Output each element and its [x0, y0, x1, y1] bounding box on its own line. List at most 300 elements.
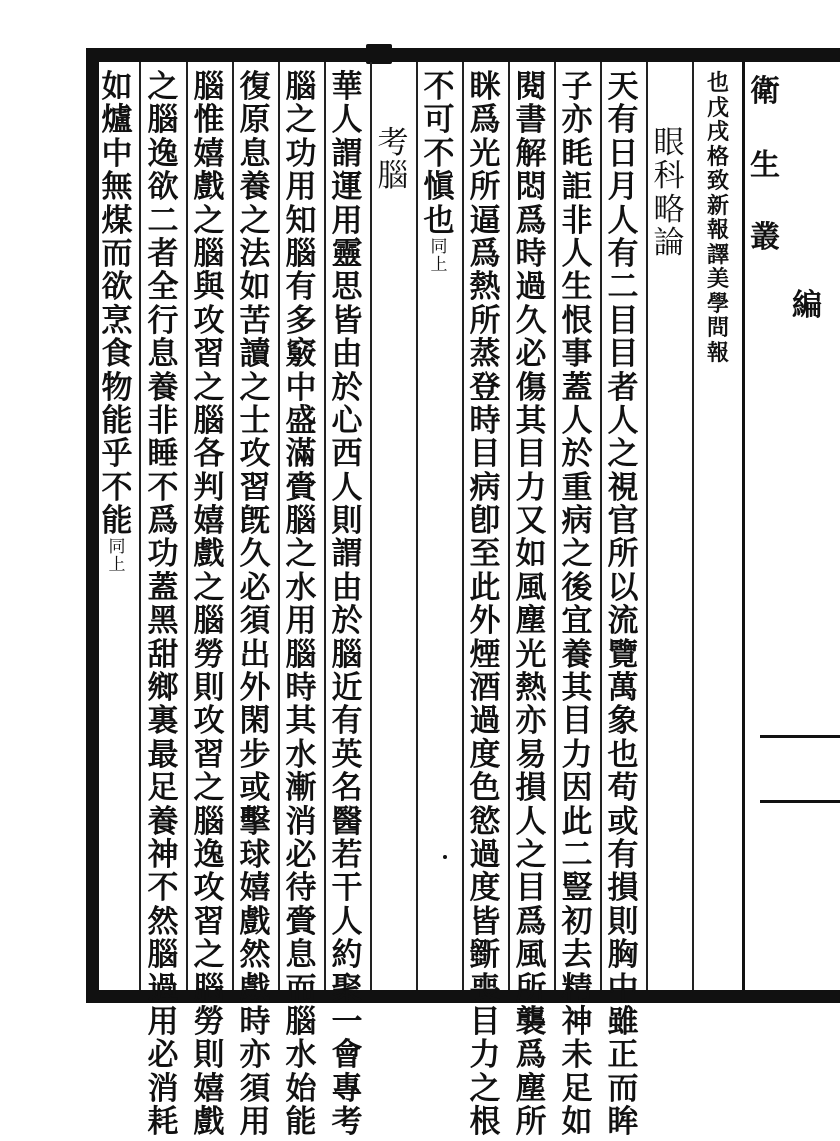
column-char: 目 [469, 436, 501, 473]
column-char: 欲 [147, 169, 179, 206]
column-char: 腦 [331, 636, 363, 673]
column-char: 胸 [607, 937, 639, 974]
column-char: 損 [515, 770, 547, 807]
column-char: 之 [285, 102, 317, 139]
column-char: 人 [561, 402, 593, 439]
column-char: 者 [147, 235, 179, 272]
column-char: 易 [515, 736, 547, 773]
column-char: 必 [147, 1037, 179, 1074]
column-char: 名 [331, 770, 363, 807]
column-char: 逼 [469, 202, 501, 239]
column-char: 必 [285, 836, 317, 873]
column-char: 有 [331, 703, 363, 740]
column-char: 煙 [469, 636, 501, 673]
column-char: 旣 [239, 503, 271, 540]
column-char: 學 [706, 290, 729, 317]
column-char: 報 [706, 217, 729, 243]
column-char: 天 [607, 69, 639, 105]
section-heading [371, 125, 415, 195]
column-char: 滿 [285, 436, 317, 473]
column-char: 之 [285, 536, 317, 573]
column-char: 食 [101, 336, 133, 373]
column-char: 攻 [193, 302, 225, 339]
column-char: 爲 [469, 102, 501, 139]
column-char: 謂 [331, 135, 363, 172]
column-char: 也 [423, 202, 455, 239]
column-char: 目 [607, 336, 639, 373]
column-char: 水 [285, 1037, 317, 1074]
column-char: 用 [285, 169, 317, 206]
column-char: 人 [607, 402, 639, 439]
column-char: 則 [331, 503, 363, 540]
column-char: 逸 [193, 836, 225, 873]
column-char: 盛 [285, 402, 317, 439]
column-char: 未 [561, 1037, 593, 1074]
column-char: 賫 [285, 903, 317, 940]
column-char: 光 [469, 135, 501, 172]
column-char: 之 [561, 536, 593, 573]
column-char: 亦 [561, 102, 593, 139]
column-char: 腦 [285, 235, 317, 272]
column-char: 用 [285, 603, 317, 640]
column-char: 息 [239, 135, 271, 172]
column-char: 戲 [239, 970, 271, 1007]
column-char: 恨 [561, 302, 593, 339]
column-char: 有 [607, 836, 639, 873]
column-char: 嬉 [239, 870, 271, 907]
column-char: 近 [331, 670, 363, 707]
column-char: 如 [515, 536, 547, 573]
column-char: 惟 [193, 102, 225, 139]
column-char: 腦 [193, 970, 225, 1007]
column-char: 也 [607, 736, 639, 773]
column-char: 所 [515, 1104, 547, 1141]
text-column [417, 69, 461, 275]
column-char: 視 [607, 469, 639, 506]
column-char: 烹 [101, 302, 133, 339]
column-char: 知 [285, 202, 317, 239]
text-column [509, 69, 553, 1141]
column-char: 格 [706, 143, 729, 170]
column-char: 目 [515, 436, 547, 473]
text-column [141, 69, 185, 1141]
column-char: 皆 [469, 903, 501, 940]
column-char: 之 [193, 937, 225, 974]
column-char: 腦 [193, 603, 225, 640]
column-char: 過 [469, 836, 501, 873]
column-char: 爐 [101, 102, 133, 139]
column-char: 於 [331, 369, 363, 406]
column-char: 足 [147, 770, 179, 807]
column-char: 光 [515, 636, 547, 673]
column-char: 致 [706, 168, 729, 194]
column-char: 事 [561, 336, 593, 373]
column-char: 襲 [515, 1003, 547, 1040]
column-char: 去 [561, 937, 593, 974]
column-char: 至 [469, 536, 501, 573]
column-char: 亦 [515, 703, 547, 740]
column-char: 又 [515, 503, 547, 540]
column-char: 傷 [515, 369, 547, 406]
column-char: 攻 [193, 703, 225, 740]
column-char: 出 [239, 636, 271, 673]
column-char: 球 [239, 836, 271, 873]
column-char: 斵 [469, 937, 501, 974]
column-char: 之 [193, 202, 225, 239]
column-char: 不 [423, 69, 455, 105]
column-char: 爲 [469, 235, 501, 272]
column-char: 亦 [239, 1037, 271, 1074]
column-char: 養 [147, 369, 179, 406]
column-char: 則 [193, 670, 225, 707]
column-char: 豎 [561, 870, 593, 907]
column-char: 論 [653, 225, 685, 262]
column-char: 二 [561, 836, 593, 873]
column-char: 之 [469, 1070, 501, 1107]
column-char: 勞 [193, 636, 225, 673]
column-char: 腦 [147, 102, 179, 139]
column-char: 欲 [101, 269, 133, 306]
column-char: 專 [331, 1070, 363, 1107]
column-char: 苦 [239, 302, 271, 339]
column-char: 熱 [515, 670, 547, 707]
column-char: 苟 [607, 770, 639, 807]
column-char: 乎 [101, 436, 133, 473]
column-char: 甜 [147, 636, 179, 673]
column-char: 後 [561, 569, 593, 606]
column-char: 爲 [515, 1037, 547, 1074]
column-char: 解 [515, 135, 547, 172]
margin-title-char: 編 [792, 288, 822, 323]
column-char: 眯 [469, 69, 501, 105]
column-char: 然 [147, 903, 179, 940]
text-column [325, 69, 369, 1141]
column-char: 熱 [469, 269, 501, 306]
column-char: 可 [423, 102, 455, 139]
column-char: 不 [423, 135, 455, 172]
column-char: 西 [331, 436, 363, 473]
column-char: 正 [607, 1037, 639, 1074]
column-char: 中 [285, 369, 317, 406]
column-char: 原 [239, 102, 271, 139]
margin-rule [760, 735, 840, 738]
column-char: 腦 [285, 1003, 317, 1040]
column-char: 此 [561, 803, 593, 840]
column-char: 覽 [607, 636, 639, 673]
column-char: 初 [561, 903, 593, 940]
text-column [187, 69, 231, 1141]
column-char: 須 [239, 603, 271, 640]
column-char: 非 [147, 402, 179, 439]
column-char: 裏 [147, 703, 179, 740]
column-char: 久 [239, 536, 271, 573]
column-char: 之 [193, 770, 225, 807]
column-char: 戲 [193, 1104, 225, 1141]
column-char: 多 [285, 302, 317, 339]
column-char: 水 [285, 736, 317, 773]
column-char: 眼 [653, 125, 685, 161]
column-char: 運 [331, 169, 363, 206]
column-char: 目 [515, 870, 547, 907]
column-char: 根 [469, 1104, 501, 1141]
column-char: 所 [607, 536, 639, 573]
column-char: 人 [331, 102, 363, 139]
column-char: 睡 [147, 436, 179, 473]
column-char: 皆 [331, 302, 363, 339]
column-char: 謂 [331, 536, 363, 573]
column-char: 過 [515, 269, 547, 306]
column-divider [370, 62, 372, 990]
column-char: 攻 [239, 436, 271, 473]
column-char: 腦 [193, 402, 225, 439]
column-char: 目 [469, 1003, 501, 1040]
column-char: 如 [239, 269, 271, 306]
column-char: 中 [607, 970, 639, 1007]
column-char: 心 [331, 402, 363, 439]
column-char: 過 [147, 970, 179, 1007]
column-char: 之 [147, 69, 179, 105]
column-char: 目 [607, 302, 639, 339]
column-char: 消 [147, 1070, 179, 1107]
column-char: 重 [561, 469, 593, 506]
column-char: 塵 [515, 603, 547, 640]
column-char: 時 [239, 1003, 271, 1040]
column-char: 因 [561, 770, 593, 807]
column-char: 則 [607, 903, 639, 940]
column-char: 風 [515, 937, 547, 974]
column-char: 病 [561, 503, 593, 540]
column-char: 所 [469, 169, 501, 206]
column-char: 以 [607, 569, 639, 606]
column-char: 須 [239, 1070, 271, 1107]
column-char: 略 [653, 191, 685, 228]
column-char: 最 [147, 736, 179, 773]
column-char: 習 [193, 903, 225, 940]
frame-top-border [86, 48, 840, 62]
column-char: 書 [515, 102, 547, 139]
column-char: 過 [469, 703, 501, 740]
column-char: 水 [285, 569, 317, 606]
column-char: 人 [515, 803, 547, 840]
column-char: 始 [285, 1070, 317, 1107]
column-char: 一 [331, 1003, 363, 1040]
column-char: 時 [515, 235, 547, 272]
column-char: 醫 [331, 803, 363, 840]
column-char: 物 [101, 369, 133, 406]
column-char: 人 [331, 469, 363, 506]
column-char: 耗 [147, 1104, 179, 1141]
column-char: 譯 [706, 241, 729, 268]
column-char: 於 [331, 603, 363, 640]
column-char: 英 [331, 736, 363, 773]
column-char: 腦 [193, 803, 225, 840]
source-line [703, 72, 733, 366]
column-char: 或 [239, 770, 271, 807]
margin-title-char: 叢 [750, 220, 780, 255]
column-char: 腦 [285, 503, 317, 540]
column-char: 不 [147, 870, 179, 907]
margin-rule [760, 800, 840, 803]
column-char: 嬉 [193, 1070, 225, 1107]
text-column [555, 69, 599, 1141]
column-char: 腦 [285, 69, 317, 105]
column-char: 功 [147, 536, 179, 573]
column-char: 登 [469, 369, 501, 406]
column-char: 全 [147, 269, 179, 306]
column-char: 之 [239, 369, 271, 406]
margin-title-char: 生 [750, 148, 780, 183]
column-char: 由 [331, 336, 363, 373]
column-char: 力 [515, 469, 547, 506]
column-char: 新 [706, 192, 729, 219]
column-char: 擊 [239, 803, 271, 840]
column-char: 之 [515, 836, 547, 873]
text-column [601, 69, 645, 1141]
column-char: 聚 [331, 970, 363, 1007]
column-char: 息 [285, 937, 317, 974]
column-char: 竅 [285, 336, 317, 373]
column-char: 用 [147, 1003, 179, 1040]
column-char: 待 [285, 870, 317, 907]
column-char: 也 [706, 70, 729, 96]
column-char: 者 [607, 369, 639, 406]
column-char: 其 [285, 703, 317, 740]
column-char: 步 [239, 736, 271, 773]
column-char: 判 [193, 469, 225, 506]
column-char: 思 [331, 269, 363, 306]
column-char: 足 [561, 1070, 593, 1107]
text-column [95, 69, 139, 576]
column-char: 非 [561, 202, 593, 239]
column-char: 神 [147, 836, 179, 873]
column-char: 能 [101, 402, 133, 439]
column-char: 其 [561, 670, 593, 707]
column-char: 子 [561, 69, 593, 105]
column-char: 詎 [561, 169, 593, 206]
column-char: 問 [706, 315, 729, 341]
column-char: 華 [331, 69, 363, 105]
column-char: 逸 [147, 135, 179, 172]
column-char: 法 [239, 235, 271, 272]
column-char: 之 [607, 436, 639, 473]
column-char: 神 [561, 1003, 593, 1040]
column-char: 度 [469, 870, 501, 907]
column-char: 嬉 [193, 503, 225, 540]
fishtail-mark [366, 44, 392, 64]
column-char: 爲 [515, 903, 547, 940]
column-char: 力 [561, 736, 593, 773]
column-char: 賫 [285, 469, 317, 506]
column-char: 與 [193, 269, 225, 306]
column-char: 則 [193, 1037, 225, 1074]
column-char: 有 [607, 235, 639, 272]
column-char: 其 [515, 402, 547, 439]
column-char: 有 [607, 102, 639, 139]
column-char: 勞 [193, 1003, 225, 1040]
column-char: 生 [561, 269, 593, 306]
source-note: 同 上 [108, 537, 126, 576]
column-char: 行 [147, 302, 179, 339]
column-char: 腦 [193, 69, 225, 105]
column-char: 酒 [469, 670, 501, 707]
column-char: 如 [101, 69, 133, 105]
column-char: 官 [607, 503, 639, 540]
column-char: 黑 [147, 603, 179, 640]
column-char: 人 [607, 202, 639, 239]
column-char: 漸 [285, 770, 317, 807]
column-char: 人 [561, 235, 593, 272]
ink-dot [443, 855, 447, 859]
column-char: 外 [469, 603, 501, 640]
column-char: 宜 [561, 603, 593, 640]
column-char: 眊 [561, 135, 593, 172]
column-char: 爲 [147, 503, 179, 540]
column-char: 外 [239, 670, 271, 707]
column-char: 所 [469, 302, 501, 339]
column-char: 爲 [515, 202, 547, 239]
column-char: 士 [239, 402, 271, 439]
column-char: 養 [239, 169, 271, 206]
margin-header [745, 62, 840, 990]
column-char: 病 [469, 469, 501, 506]
column-char: 用 [331, 202, 363, 239]
column-char: 而 [285, 970, 317, 1007]
column-char: 息 [147, 336, 179, 373]
column-char: 腦 [377, 158, 409, 195]
column-char: 然 [239, 937, 271, 974]
column-char: 考 [331, 1104, 363, 1141]
column-char: 雖 [607, 1003, 639, 1040]
column-char: 於 [561, 436, 593, 473]
column-char: 蓋 [147, 569, 179, 606]
text-column [463, 69, 507, 1141]
column-char: 干 [331, 870, 363, 907]
column-char: 眸 [607, 1104, 639, 1141]
column-divider [692, 62, 694, 990]
column-char: 用 [239, 1104, 271, 1141]
column-char: 各 [193, 436, 225, 473]
column-char: 損 [607, 870, 639, 907]
column-char: 月 [607, 169, 639, 206]
column-char: 閱 [515, 69, 547, 105]
column-char: 象 [607, 703, 639, 740]
column-char: 攻 [193, 870, 225, 907]
column-char: 讀 [239, 336, 271, 373]
column-char: 若 [331, 836, 363, 873]
column-char: 戲 [239, 903, 271, 940]
section-heading [647, 125, 691, 262]
column-char: 腦 [285, 636, 317, 673]
column-char: 精 [561, 970, 593, 1007]
column-char: 習 [193, 736, 225, 773]
column-char: 必 [515, 336, 547, 373]
column-char: 悶 [515, 169, 547, 206]
column-char: 鄉 [147, 670, 179, 707]
column-char: 靈 [331, 235, 363, 272]
column-char: 報 [706, 339, 729, 366]
column-char: 戲 [193, 536, 225, 573]
column-char: 腦 [193, 235, 225, 272]
column-char: 此 [469, 569, 501, 606]
column-char: 卽 [469, 503, 501, 540]
column-char: 戌 [706, 119, 729, 145]
column-char: 喪 [469, 970, 501, 1007]
column-char: 日 [607, 135, 639, 172]
column-char: 二 [147, 202, 179, 239]
column-char: 風 [515, 569, 547, 606]
column-char: 煤 [101, 202, 133, 239]
column-char: 能 [285, 1104, 317, 1141]
